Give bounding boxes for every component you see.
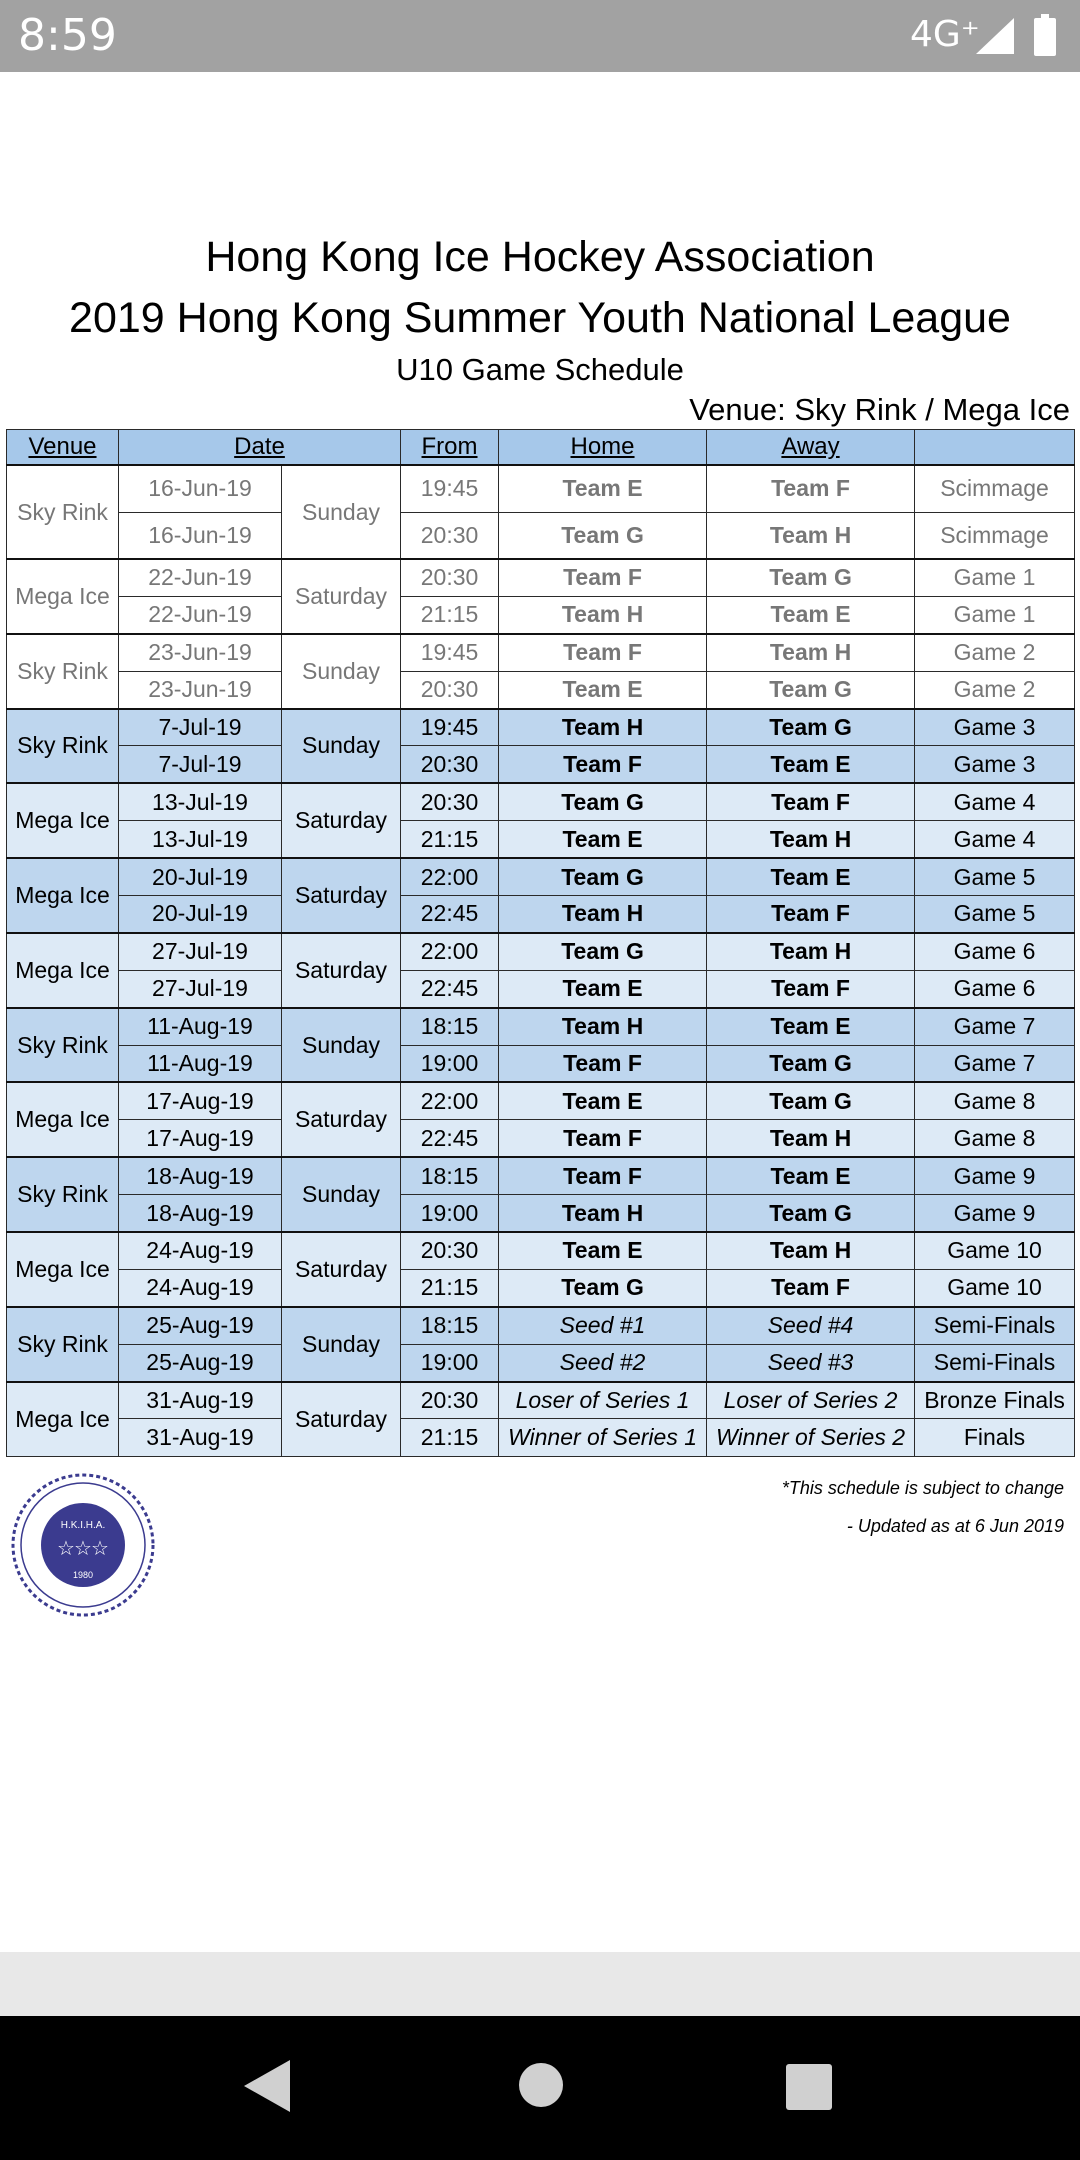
home-team-cell: Team F: [499, 559, 707, 596]
date-cell: 13-Jul-19: [119, 821, 282, 858]
away-team-cell: Team E: [707, 858, 915, 895]
table-row: [7, 1344, 1075, 1381]
away-team-cell: Team H: [707, 634, 915, 671]
venue-cell: Sky Rink: [7, 465, 119, 559]
schedule-note: *This schedule is subject to change: [781, 1478, 1064, 1498]
header-date: Date: [119, 430, 401, 466]
table-row: [7, 783, 1075, 820]
away-team-cell: Team F: [707, 896, 915, 933]
game-cell: Game 3: [915, 746, 1075, 783]
date-cell: 7-Jul-19: [119, 746, 282, 783]
table-row: [7, 746, 1075, 783]
away-team-cell: Team E: [707, 596, 915, 633]
home-team-cell: Team E: [499, 970, 707, 1007]
date-cell: 16-Jun-19: [119, 512, 282, 559]
day-cell: Sunday: [282, 634, 401, 709]
day-cell: Saturday: [282, 858, 401, 933]
home-team-cell: Team G: [499, 783, 707, 820]
date-cell: 20-Jul-19: [119, 896, 282, 933]
date-cell: 24-Aug-19: [119, 1269, 282, 1306]
header-from: From: [401, 430, 499, 466]
table-row: [7, 1269, 1075, 1306]
game-cell: Game 5: [915, 858, 1075, 895]
date-cell: 17-Aug-19: [119, 1082, 282, 1119]
home-team-cell: Team F: [499, 746, 707, 783]
home-team-cell: Team F: [499, 1120, 707, 1157]
game-cell: Game 7: [915, 1045, 1075, 1082]
game-cell: Game 2: [915, 671, 1075, 708]
date-cell: 25-Aug-19: [119, 1307, 282, 1344]
game-cell: Game 8: [915, 1120, 1075, 1157]
date-cell: 27-Jul-19: [119, 970, 282, 1007]
date-cell: 18-Aug-19: [119, 1195, 282, 1232]
status-time: 8:59: [18, 10, 117, 61]
svg-text:☆: ☆: [91, 1536, 109, 1560]
home-team-cell: Team H: [499, 896, 707, 933]
table-row: [7, 1307, 1075, 1344]
date-cell: 22-Jun-19: [119, 559, 282, 596]
header-game: [915, 430, 1075, 466]
venue-cell: Mega Ice: [7, 1382, 119, 1457]
time-cell: 20:30: [401, 512, 499, 559]
away-team-cell: Loser of Series 2: [707, 1382, 915, 1419]
game-cell: Game 6: [915, 933, 1075, 970]
home-team-cell: Team H: [499, 596, 707, 633]
time-cell: 22:00: [401, 933, 499, 970]
away-team-cell: Team H: [707, 1232, 915, 1269]
home-team-cell: Team G: [499, 858, 707, 895]
day-cell: Saturday: [282, 1082, 401, 1157]
day-cell: Saturday: [282, 1232, 401, 1307]
date-cell: 31-Aug-19: [119, 1382, 282, 1419]
away-team-cell: Team E: [707, 1008, 915, 1045]
away-team-cell: Winner of Series 2: [707, 1419, 915, 1456]
venue-cell: Mega Ice: [7, 1232, 119, 1307]
network-type: 4G⁺: [910, 14, 980, 55]
game-cell: Game 6: [915, 970, 1075, 1007]
time-cell: 19:00: [401, 1195, 499, 1232]
time-cell: 19:45: [401, 709, 499, 746]
time-cell: 20:30: [401, 671, 499, 708]
home-team-cell: Team F: [499, 1157, 707, 1194]
table-row: [7, 596, 1075, 633]
date-cell: 18-Aug-19: [119, 1157, 282, 1194]
venue-cell: Sky Rink: [7, 634, 119, 709]
home-team-cell: Team E: [499, 821, 707, 858]
date-cell: 13-Jul-19: [119, 783, 282, 820]
time-cell: 18:15: [401, 1008, 499, 1045]
home-team-cell: Team E: [499, 671, 707, 708]
table-row: [7, 970, 1075, 1007]
venue-cell: Sky Rink: [7, 1008, 119, 1083]
status-bar: [0, 0, 1080, 72]
game-cell: Semi-Finals: [915, 1344, 1075, 1381]
table-row: [7, 896, 1075, 933]
home-team-cell: Team G: [499, 512, 707, 559]
away-team-cell: Team H: [707, 1120, 915, 1157]
table-row: [7, 671, 1075, 708]
venue-cell: Sky Rink: [7, 1307, 119, 1382]
time-cell: 19:00: [401, 1344, 499, 1381]
away-team-cell: Team H: [707, 821, 915, 858]
time-cell: 22:45: [401, 1120, 499, 1157]
away-team-cell: Team F: [707, 1269, 915, 1306]
day-cell: Sunday: [282, 465, 401, 559]
svg-text:☆: ☆: [57, 1536, 75, 1560]
away-team-cell: Team E: [707, 746, 915, 783]
game-cell: Game 3: [915, 709, 1075, 746]
time-cell: 18:15: [401, 1157, 499, 1194]
table-row: [7, 821, 1075, 858]
table-row: [7, 465, 1075, 512]
time-cell: 20:30: [401, 783, 499, 820]
time-cell: 18:15: [401, 1307, 499, 1344]
away-team-cell: Team G: [707, 1045, 915, 1082]
date-cell: 20-Jul-19: [119, 858, 282, 895]
away-team-cell: Team H: [707, 512, 915, 559]
time-cell: 20:30: [401, 1382, 499, 1419]
header-venue: Venue: [7, 430, 119, 466]
time-cell: 21:15: [401, 821, 499, 858]
home-team-cell: Team H: [499, 1008, 707, 1045]
time-cell: 20:30: [401, 559, 499, 596]
game-cell: Game 7: [915, 1008, 1075, 1045]
time-cell: 21:15: [401, 1419, 499, 1456]
date-cell: 16-Jun-19: [119, 465, 282, 512]
date-cell: 17-Aug-19: [119, 1120, 282, 1157]
away-team-cell: Seed #4: [707, 1307, 915, 1344]
seal-text: H.K.I.H.A.: [60, 1520, 106, 1531]
game-cell: Finals: [915, 1419, 1075, 1456]
home-team-cell: Team F: [499, 1045, 707, 1082]
venue-cell: Mega Ice: [7, 858, 119, 933]
table-row: [7, 1157, 1075, 1194]
table-row: [7, 933, 1075, 970]
away-team-cell: Team H: [707, 933, 915, 970]
home-team-cell: Team E: [499, 465, 707, 512]
table-row: [7, 1195, 1075, 1232]
svg-text:☆: ☆: [74, 1536, 92, 1560]
table-row: [7, 1120, 1075, 1157]
home-icon[interactable]: [518, 2062, 564, 2108]
time-cell: 20:30: [401, 1232, 499, 1269]
date-cell: 23-Jun-19: [119, 671, 282, 708]
home-team-cell: Team H: [499, 1195, 707, 1232]
home-team-cell: Winner of Series 1: [499, 1419, 707, 1456]
home-team-cell: Team F: [499, 634, 707, 671]
venue-cell: Sky Rink: [7, 1157, 119, 1232]
game-cell: Game 4: [915, 783, 1075, 820]
back-icon[interactable]: [244, 2060, 290, 2112]
hkiha-seal-icon: [8, 1470, 158, 1620]
away-team-cell: Team G: [707, 559, 915, 596]
battery-icon: [1034, 14, 1056, 56]
schedule-table: [6, 429, 1075, 1457]
game-cell: Game 10: [915, 1232, 1075, 1269]
away-team-cell: Team G: [707, 671, 915, 708]
venue-cell: Mega Ice: [7, 1082, 119, 1157]
home-team-cell: Team H: [499, 709, 707, 746]
away-team-cell: Team G: [707, 709, 915, 746]
time-cell: 22:00: [401, 858, 499, 895]
home-team-cell: Team E: [499, 1082, 707, 1119]
home-team-cell: Seed #2: [499, 1344, 707, 1381]
venue-cell: Mega Ice: [7, 783, 119, 858]
time-cell: 21:15: [401, 596, 499, 633]
date-cell: 27-Jul-19: [119, 933, 282, 970]
game-cell: Game 9: [915, 1157, 1075, 1194]
header-home: Home: [499, 430, 707, 466]
table-row: [7, 1008, 1075, 1045]
away-team-cell: Team G: [707, 1195, 915, 1232]
away-team-cell: Team G: [707, 1082, 915, 1119]
date-cell: 24-Aug-19: [119, 1232, 282, 1269]
away-team-cell: Team F: [707, 465, 915, 512]
date-cell: 23-Jun-19: [119, 634, 282, 671]
date-cell: 22-Jun-19: [119, 596, 282, 633]
table-row: [7, 858, 1075, 895]
day-cell: Sunday: [282, 709, 401, 784]
venue-line: Venue: Sky Rink / Mega Ice: [689, 392, 1070, 427]
away-team-cell: Team F: [707, 970, 915, 1007]
day-cell: Sunday: [282, 1157, 401, 1232]
table-row: [7, 1082, 1075, 1119]
time-cell: 22:45: [401, 896, 499, 933]
table-row: [7, 512, 1075, 559]
home-team-cell: Loser of Series 1: [499, 1382, 707, 1419]
game-cell: Game 2: [915, 634, 1075, 671]
seal-year: 1980: [72, 1570, 94, 1580]
game-cell: Game 10: [915, 1269, 1075, 1306]
time-cell: 19:45: [401, 465, 499, 512]
home-team-cell: Team G: [499, 1269, 707, 1306]
signal-icon: [976, 18, 1014, 54]
schedule-subtitle: U10 Game Schedule: [396, 352, 684, 387]
game-cell: Game 1: [915, 559, 1075, 596]
day-cell: Saturday: [282, 933, 401, 1008]
game-cell: Game 1: [915, 596, 1075, 633]
home-team-cell: Team G: [499, 933, 707, 970]
document-title: Hong Kong Ice Hockey Association: [205, 233, 875, 281]
date-cell: 25-Aug-19: [119, 1344, 282, 1381]
recent-apps-icon[interactable]: [786, 2064, 832, 2110]
home-team-cell: Team E: [499, 1232, 707, 1269]
table-row: [7, 1419, 1075, 1456]
time-cell: 20:30: [401, 746, 499, 783]
table-row: [7, 1232, 1075, 1269]
time-cell: 19:00: [401, 1045, 499, 1082]
game-cell: Game 4: [915, 821, 1075, 858]
league-title: 2019 Hong Kong Summer Youth National League: [69, 294, 1011, 342]
table-row: [7, 559, 1075, 596]
date-cell: 11-Aug-19: [119, 1045, 282, 1082]
time-cell: 22:00: [401, 1082, 499, 1119]
day-cell: Sunday: [282, 1307, 401, 1382]
table-row: [7, 709, 1075, 746]
away-team-cell: Seed #3: [707, 1344, 915, 1381]
table-row: [7, 1045, 1075, 1082]
game-cell: Game 8: [915, 1082, 1075, 1119]
game-cell: Bronze Finals: [915, 1382, 1075, 1419]
date-cell: 31-Aug-19: [119, 1419, 282, 1456]
game-cell: Game 5: [915, 896, 1075, 933]
page-bottom-strip: [0, 1952, 1080, 2016]
date-cell: 7-Jul-19: [119, 709, 282, 746]
game-cell: Scimmage: [915, 465, 1075, 512]
date-cell: 11-Aug-19: [119, 1008, 282, 1045]
day-cell: Saturday: [282, 1382, 401, 1457]
updated-note: - Updated as at 6 Jun 2019: [846, 1516, 1064, 1536]
game-cell: Semi-Finals: [915, 1307, 1075, 1344]
header-away: Away: [707, 430, 915, 466]
venue-cell: Sky Rink: [7, 709, 119, 784]
table-header-row: [7, 430, 1075, 466]
away-team-cell: Team F: [707, 783, 915, 820]
game-cell: Scimmage: [915, 512, 1075, 559]
day-cell: Saturday: [282, 559, 401, 634]
time-cell: 22:45: [401, 970, 499, 1007]
venue-cell: Mega Ice: [7, 933, 119, 1008]
time-cell: 21:15: [401, 1269, 499, 1306]
day-cell: Sunday: [282, 1008, 401, 1083]
home-team-cell: Seed #1: [499, 1307, 707, 1344]
day-cell: Saturday: [282, 783, 401, 858]
table-row: [7, 634, 1075, 671]
time-cell: 19:45: [401, 634, 499, 671]
venue-cell: Mega Ice: [7, 559, 119, 634]
away-team-cell: Team E: [707, 1157, 915, 1194]
table-row: [7, 1382, 1075, 1419]
game-cell: Game 9: [915, 1195, 1075, 1232]
